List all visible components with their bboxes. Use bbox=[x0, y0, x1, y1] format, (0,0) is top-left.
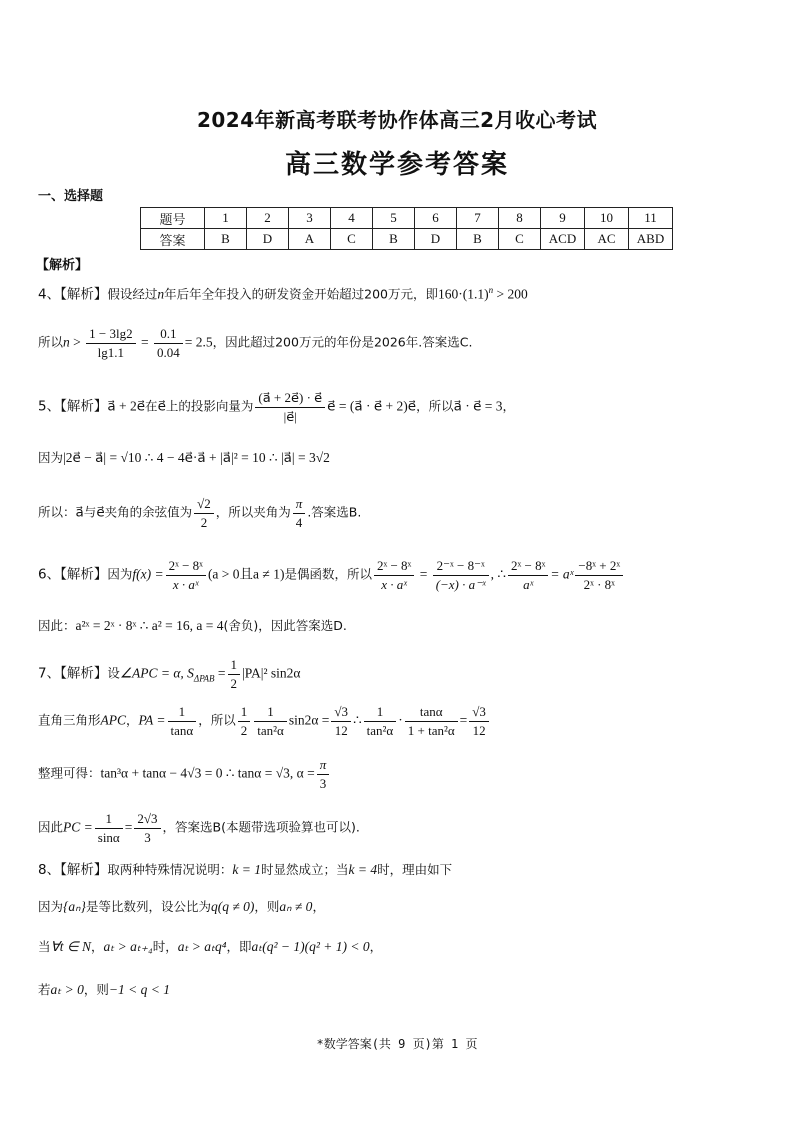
q7-text: 因此 bbox=[38, 819, 64, 835]
q5-math: e⃗ = (a⃗ · e⃗ + 2)e⃗ bbox=[327, 398, 417, 414]
frac-denominator: aˣ bbox=[523, 576, 534, 592]
frac-denominator: x · aˣ bbox=[381, 576, 407, 592]
q7-math: = bbox=[459, 712, 468, 728]
q8-line-3 bbox=[38, 939, 382, 955]
section-heading-choice: 一、选择题 bbox=[38, 189, 104, 204]
q7-math: ∠APC = α, S bbox=[119, 665, 194, 681]
q6-fraction bbox=[508, 558, 548, 592]
q6-condition: (a > 0且a ≠ 1) bbox=[207, 566, 285, 582]
cell-number: 8 bbox=[499, 208, 541, 229]
q5-math: a⃗ bbox=[75, 504, 84, 520]
q7-fraction bbox=[228, 657, 241, 691]
frac-denominator: 3 bbox=[144, 829, 151, 845]
q8-text: ，则 bbox=[83, 982, 109, 997]
frac-numerator: √3 bbox=[469, 704, 489, 722]
q4-label: 4、【解析】 bbox=[38, 286, 108, 303]
q5-line-2 bbox=[38, 450, 330, 466]
q7-math: |PA|² sin2α bbox=[242, 665, 301, 681]
q6-fraction bbox=[374, 558, 414, 592]
frac-denominator: 1 + tan²α bbox=[407, 722, 455, 738]
row-label-answer: 答案 bbox=[141, 229, 205, 250]
q5-text: 夹角的余弦值为 bbox=[104, 504, 193, 520]
q6-text: 因为 bbox=[107, 566, 133, 582]
q6-fraction bbox=[433, 558, 489, 592]
q5-text: ，所以 bbox=[416, 398, 454, 414]
frac-numerator: (a⃗ + 2e⃗) · e⃗ bbox=[255, 390, 325, 408]
frac-numerator: 2ˣ − 8ˣ bbox=[508, 558, 548, 576]
q7-fraction bbox=[317, 757, 330, 791]
q5-fraction bbox=[255, 390, 325, 424]
q6-math: , ∴ bbox=[490, 566, 507, 582]
q8-text: ，则 bbox=[254, 899, 280, 914]
q6-label: 6、【解析】 bbox=[38, 566, 108, 583]
q8-text: 是等比数列，设公比为 bbox=[85, 899, 211, 914]
q8-text: 因为 bbox=[38, 899, 64, 914]
q4-result: = 2.5 bbox=[184, 334, 213, 350]
frac-denominator: 2ˣ · 8ˣ bbox=[583, 576, 615, 592]
q8-math: aₜ > aₜ₊₄ bbox=[103, 939, 153, 954]
q7-math: PA = bbox=[138, 712, 166, 728]
row-label-number: 题号 bbox=[141, 208, 205, 229]
q7-fraction bbox=[168, 704, 197, 738]
frac-numerator: 1 bbox=[168, 704, 197, 722]
frac-numerator: 2ˣ − 8ˣ bbox=[166, 558, 206, 576]
q5-line-3 bbox=[38, 496, 361, 530]
cell-answer: C bbox=[499, 229, 541, 250]
q7-text: 整理可得： bbox=[38, 765, 101, 781]
q7-math: = bbox=[124, 819, 133, 835]
cell-answer: B bbox=[457, 229, 499, 250]
exam-title: 2024年新高考联考协作体高三2月收心考试 bbox=[196, 108, 598, 132]
frac-numerator: √2 bbox=[194, 496, 214, 514]
q7-math: PC = bbox=[63, 819, 93, 835]
answer-table bbox=[140, 207, 673, 250]
q8-line-4 bbox=[38, 982, 170, 998]
q7-text: ， bbox=[126, 712, 139, 728]
q7-math: · bbox=[398, 712, 403, 728]
frac-numerator: 1 bbox=[254, 704, 287, 722]
frac-denominator: lg1.1 bbox=[97, 344, 125, 360]
q8-text: ，即 bbox=[226, 939, 252, 954]
cell-number: 5 bbox=[373, 208, 415, 229]
q7-line-1 bbox=[38, 657, 300, 691]
q5-text: 与 bbox=[83, 504, 97, 520]
q4-var-n: n bbox=[157, 286, 165, 302]
q6-conclusion: ，因此答案选D. bbox=[258, 618, 347, 633]
frac-numerator: 2ˣ − 8ˣ bbox=[374, 558, 414, 576]
cell-answer: A bbox=[289, 229, 331, 250]
q8-math: ∀t ∈ N bbox=[50, 939, 92, 954]
q5-text: 因为 bbox=[38, 450, 64, 465]
q7-math: = bbox=[214, 665, 226, 681]
q7-conclusion: ，答案选B(本题带选项验算也可以). bbox=[162, 819, 360, 835]
q5-conclusion: .答案选B. bbox=[307, 504, 362, 520]
frac-denominator: (−x) · a⁻ˣ bbox=[435, 576, 486, 592]
q4-line-2: 所以n > $\frac{1 - 3\lg 2}{\lg 1.1}$ = $\frac{0.1}{0.04}$ = 2.5，因此超过200万元的年份是2026年.答案选C. bbox=[38, 326, 473, 360]
q5-label: 5、【解析】 bbox=[38, 398, 108, 415]
q5-math: |2e⃗ − a⃗| = √10 ∴ 4 − 4e⃗·a⃗ + |a⃗|² = 10 ∴ |a⃗| = 3√2 bbox=[63, 450, 330, 465]
cell-number: 1 bbox=[205, 208, 247, 229]
cell-number: 10 bbox=[585, 208, 629, 229]
frac-numerator: 1 bbox=[228, 657, 241, 675]
analysis-heading: 【解析】 bbox=[36, 258, 89, 273]
q8-text: ， bbox=[312, 899, 325, 914]
frac-numerator: 1 − 3lg2 bbox=[86, 326, 135, 344]
page-footer: *数学答案(共 9 页)第 1 页 bbox=[316, 1037, 478, 1051]
q4-line-1 bbox=[38, 285, 528, 303]
q5-line-1 bbox=[38, 390, 515, 424]
frac-numerator: π bbox=[293, 496, 306, 514]
q4-inequality-tail: > 200 bbox=[493, 286, 528, 302]
frac-numerator: 2⁻ˣ − 8⁻ˣ bbox=[433, 558, 489, 576]
frac-denominator: 4 bbox=[295, 514, 303, 530]
cell-answer: B bbox=[205, 229, 247, 250]
q6-math: f(x) = bbox=[132, 566, 164, 582]
q8-math: aₜ > aₜq⁴ bbox=[177, 939, 227, 954]
q7-fraction bbox=[331, 704, 351, 738]
q5-math: a⃗ · e⃗ = 3 bbox=[453, 398, 503, 414]
q8-text: 时显然成立；当 bbox=[260, 862, 349, 877]
frac-numerator: −8ˣ + 2ˣ bbox=[575, 558, 623, 576]
frac-numerator: 0.1 bbox=[154, 326, 183, 344]
q7-fraction bbox=[95, 811, 123, 845]
q4-var-n: n bbox=[63, 334, 70, 350]
q6-fraction bbox=[166, 558, 206, 592]
q6-text: (舍负) bbox=[223, 618, 259, 633]
q8-math: k = 4 bbox=[348, 862, 378, 877]
cell-number: 2 bbox=[247, 208, 289, 229]
frac-numerator: √3 bbox=[331, 704, 351, 722]
cell-number: 11 bbox=[629, 208, 673, 229]
q7-fraction bbox=[364, 704, 397, 738]
cell-number: 9 bbox=[541, 208, 585, 229]
q7-label: 7、【解析】 bbox=[38, 665, 108, 682]
q8-text: 若 bbox=[38, 982, 51, 997]
q6-math: a²ˣ = 2ˣ · 8ˣ ∴ a² = 16, a = 4 bbox=[75, 618, 224, 633]
cell-answer: B bbox=[373, 229, 415, 250]
answer-table-row-answers bbox=[141, 229, 673, 250]
q5-text: 所以： bbox=[38, 504, 76, 520]
q4-text: 假设经过 bbox=[107, 286, 158, 302]
q4-fraction bbox=[154, 326, 183, 360]
frac-numerator: tanα bbox=[405, 704, 458, 722]
q8-math: q(q ≠ 0) bbox=[210, 899, 255, 914]
q5-fraction bbox=[194, 496, 214, 530]
q7-fraction bbox=[469, 704, 489, 738]
q7-fraction bbox=[238, 704, 251, 738]
frac-denominator: tanα bbox=[170, 722, 194, 738]
q7-math: ∴ bbox=[353, 712, 362, 728]
cell-number: 6 bbox=[415, 208, 457, 229]
q5-math: e⃗ bbox=[157, 398, 166, 414]
frac-denominator: tan²α bbox=[366, 722, 394, 738]
answer-table-row-numbers bbox=[141, 208, 673, 229]
q4-fraction bbox=[86, 326, 135, 360]
q8-line-1 bbox=[38, 862, 452, 878]
q8-text: 当 bbox=[38, 939, 51, 954]
q8-text: ， bbox=[369, 939, 383, 954]
q7-subscript: ΔPAB bbox=[193, 673, 215, 684]
q8-math: −1 < q < 1 bbox=[108, 982, 170, 997]
q5-text: 上的投影向量为 bbox=[165, 398, 254, 414]
cell-answer: ABD bbox=[629, 229, 673, 250]
cell-answer: D bbox=[247, 229, 289, 250]
q4-text: 所以 bbox=[38, 334, 64, 350]
q8-math: k = 1 bbox=[232, 862, 261, 877]
q4-conclusion: ，因此超过200万元的年份是2026年.答案选C. bbox=[212, 334, 473, 350]
q8-label: 8、【解析】 bbox=[38, 862, 108, 878]
frac-numerator: π bbox=[317, 757, 330, 775]
cell-number: 7 bbox=[457, 208, 499, 229]
frac-denominator: 12 bbox=[334, 722, 348, 738]
q8-math: aₜ > 0 bbox=[50, 982, 84, 997]
q5-math: a⃗ + 2e⃗ bbox=[107, 398, 146, 414]
q7-line-2 bbox=[38, 704, 491, 738]
frac-denominator: |e⃗| bbox=[283, 408, 297, 424]
frac-denominator: 2 bbox=[240, 722, 248, 738]
q7-text: ，所以 bbox=[198, 712, 236, 728]
q7-text: 设 bbox=[107, 665, 120, 681]
answer-key-title: 高三数学参考答案 bbox=[284, 150, 509, 180]
frac-denominator: 0.04 bbox=[156, 344, 180, 360]
q8-math: aₙ ≠ 0 bbox=[279, 899, 313, 914]
frac-numerator: 1 bbox=[364, 704, 397, 722]
frac-numerator: 2√3 bbox=[134, 811, 160, 829]
q4-inequality: 160·(1.1) bbox=[437, 286, 489, 302]
q6-text: 因此： bbox=[38, 618, 76, 633]
q6-fraction bbox=[575, 558, 623, 592]
q5-text: ，所以夹角为 bbox=[215, 504, 291, 520]
q6-text: 是偶函数，所以 bbox=[284, 566, 372, 582]
q7-math: sin2α = bbox=[288, 712, 330, 728]
q8-text: 时， bbox=[152, 939, 178, 954]
q6-line-1: 6、【解析】因为f(x) = $\frac{\text{2ˣ − 8ˣ}}{\text{x · aˣ}}$ (a > 0且a ≠ 1)是偶函数，所以 $\frac{\text{2ˣ − 8ˣ}}{\text{x · aˣ}}$ = $\frac{\text{2⁻ˣ − 8⁻ˣ}}{\text{(−x) · a⁻ˣ}}$ , ∴ $\frac{\text{2ˣ − 8ˣ}}{\text{aˣ}}$ = aˣ $\frac{\text{−8ˣ + 2ˣ}}{\text{2ˣ · 8ˣ}}$ bbox=[38, 558, 625, 592]
q7-fraction bbox=[405, 704, 458, 738]
frac-denominator: sinα bbox=[97, 829, 120, 845]
q7-fraction bbox=[134, 811, 160, 845]
q4-text: 年后年全年投入的研发资金开始超过200万元，即 bbox=[164, 286, 438, 302]
q5-text: 在 bbox=[145, 398, 158, 414]
q6-line-2 bbox=[38, 618, 347, 634]
q7-text: 直角三角形 bbox=[38, 712, 101, 728]
cell-number: 4 bbox=[331, 208, 373, 229]
q7-fraction bbox=[254, 704, 287, 738]
q4-exponent: n bbox=[488, 285, 494, 295]
q7-line-3 bbox=[38, 757, 331, 791]
q6-math: = aˣ bbox=[550, 566, 574, 582]
cell-answer: ACD bbox=[541, 229, 585, 250]
frac-denominator: 2 bbox=[200, 514, 208, 530]
q8-text: 取两种特殊情况说明： bbox=[107, 862, 233, 877]
cell-number: 3 bbox=[289, 208, 331, 229]
q7-math: tan³α + tanα − 4√3 = 0 ∴ tanα = √3, α = bbox=[100, 765, 315, 781]
q7-math: APC bbox=[100, 712, 127, 728]
q8-text: ， bbox=[91, 939, 104, 954]
cell-answer: C bbox=[331, 229, 373, 250]
frac-numerator: 1 bbox=[95, 811, 123, 829]
cell-answer: D bbox=[415, 229, 457, 250]
q5-fraction bbox=[293, 496, 306, 530]
q5-text: ， bbox=[502, 398, 516, 414]
q8-line-2 bbox=[38, 899, 325, 915]
q5-math: e⃗ bbox=[96, 504, 105, 520]
q8-math: aₜ(q² − 1)(q² + 1) < 0 bbox=[251, 939, 370, 954]
cell-answer: AC bbox=[585, 229, 629, 250]
q8-math: {aₙ} bbox=[63, 899, 86, 914]
frac-denominator: 12 bbox=[472, 722, 486, 738]
frac-denominator: tan²α bbox=[257, 722, 284, 738]
frac-denominator: x · aˣ bbox=[172, 576, 199, 592]
frac-numerator: 1 bbox=[238, 704, 251, 722]
q7-line-4 bbox=[38, 811, 360, 845]
q8-text: 时，理由如下 bbox=[377, 862, 453, 877]
frac-denominator: 3 bbox=[319, 775, 327, 791]
frac-denominator: 2 bbox=[230, 675, 238, 691]
